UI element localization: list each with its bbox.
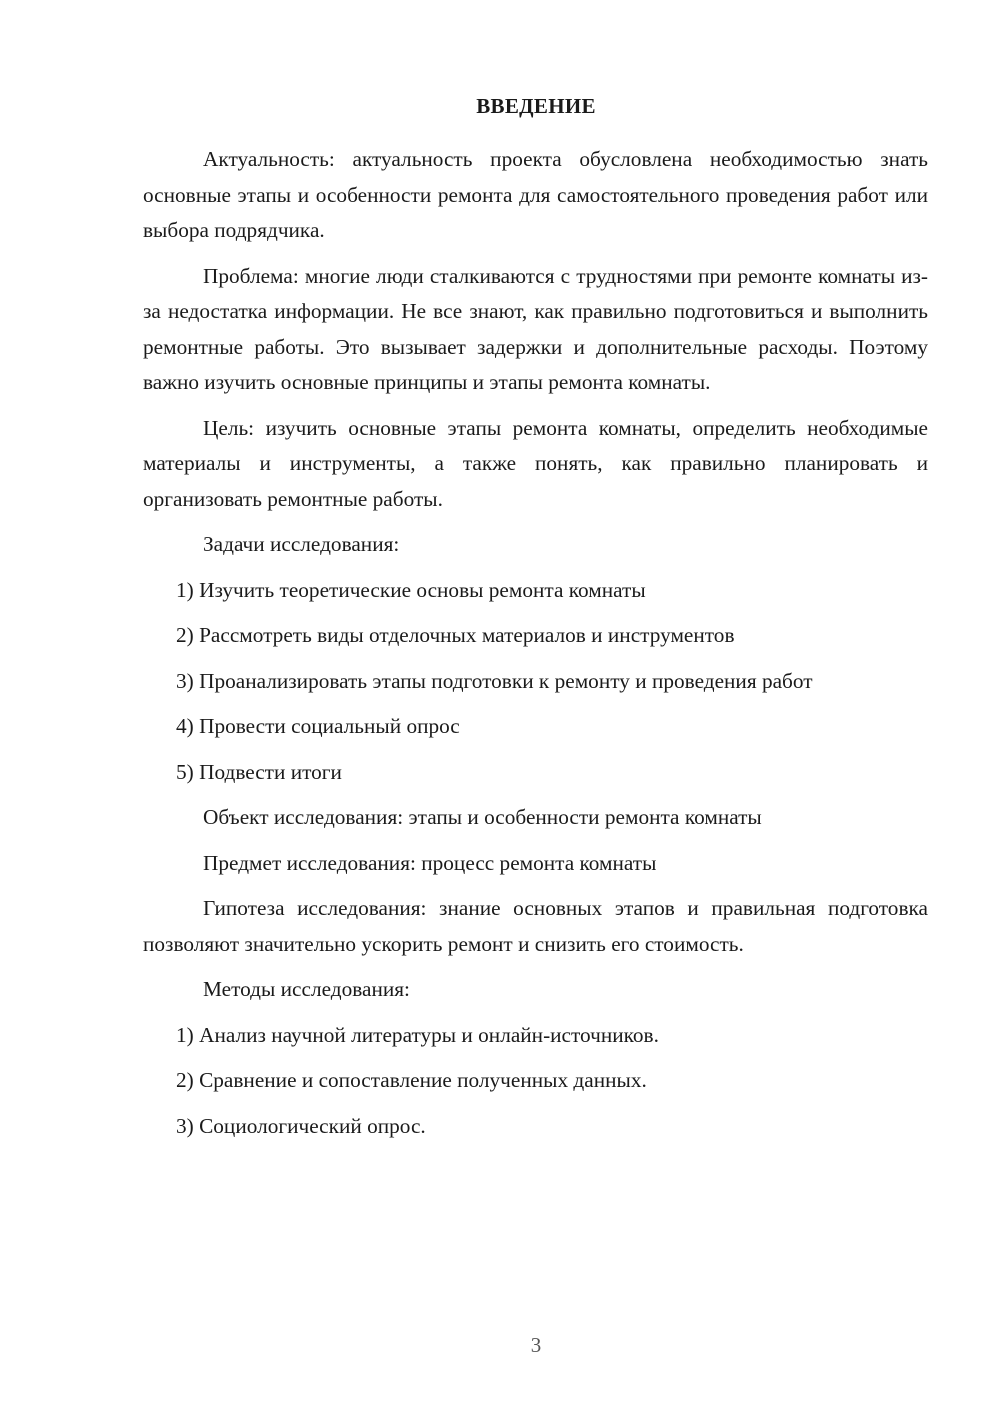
task-item: 3) Проанализировать этапы подготовки к ремонту и проведения работ bbox=[176, 668, 813, 693]
body-text bbox=[143, 142, 928, 1154]
task-item: 4) Провести социальный опрос bbox=[176, 714, 460, 738]
method-item: 2) Сравнение и сопоставление полученных данных. bbox=[176, 1068, 647, 1092]
page-number: 3 bbox=[530, 1333, 542, 1357]
goal-paragraph: Цель: изучить основные этапы ремонта комнаты, определить необходимые материалы и инструменты, а также понять, как правильно планировать и организовать ремонтные работы. bbox=[143, 415, 928, 511]
method-item: 3) Социологический опрос. bbox=[176, 1113, 426, 1138]
tasks-heading: Задачи исследования: bbox=[203, 532, 400, 556]
object-line: Объект исследования: этапы и особенности ремонта комнаты bbox=[203, 805, 762, 829]
relevance-paragraph: Актуальность: актуальность проекта обусловлена необходимостью знать основные этапы и особенности ремонта для самостоятельного проведения работ или выбора подрядчика. bbox=[143, 147, 928, 242]
subject-line: Предмет исследования: процесс ремонта комнаты bbox=[203, 850, 657, 875]
task-item: 2) Рассмотреть виды отделочных материалов и инструментов bbox=[176, 623, 735, 647]
task-item: 5) Подвести итоги bbox=[176, 759, 342, 784]
problem-paragraph: Проблема: многие люди сталкиваются с трудностями при ремонте комнаты из-за недостатка информации. Не все знают, как правильно подготовиться и выполнить ремонтные работы. Это вызывает задержки и дополнительные расходы. Поэтому важно изучить основные принципы и этапы ремонта комнаты. bbox=[143, 263, 928, 394]
hypothesis-paragraph: Гипотеза исследования: знание основных этапов и правильная подготовка позволяют значительно ускорить ремонт и снизить его стоимость. bbox=[143, 896, 928, 956]
methods-heading: Методы исследования: bbox=[203, 977, 410, 1001]
method-item: 1) Анализ научной литературы и онлайн-источников. bbox=[176, 1022, 659, 1047]
section-title: ВВЕДЕНИЕ bbox=[476, 94, 596, 118]
task-item: 1) Изучить теоретические основы ремонта комнаты bbox=[176, 577, 646, 602]
